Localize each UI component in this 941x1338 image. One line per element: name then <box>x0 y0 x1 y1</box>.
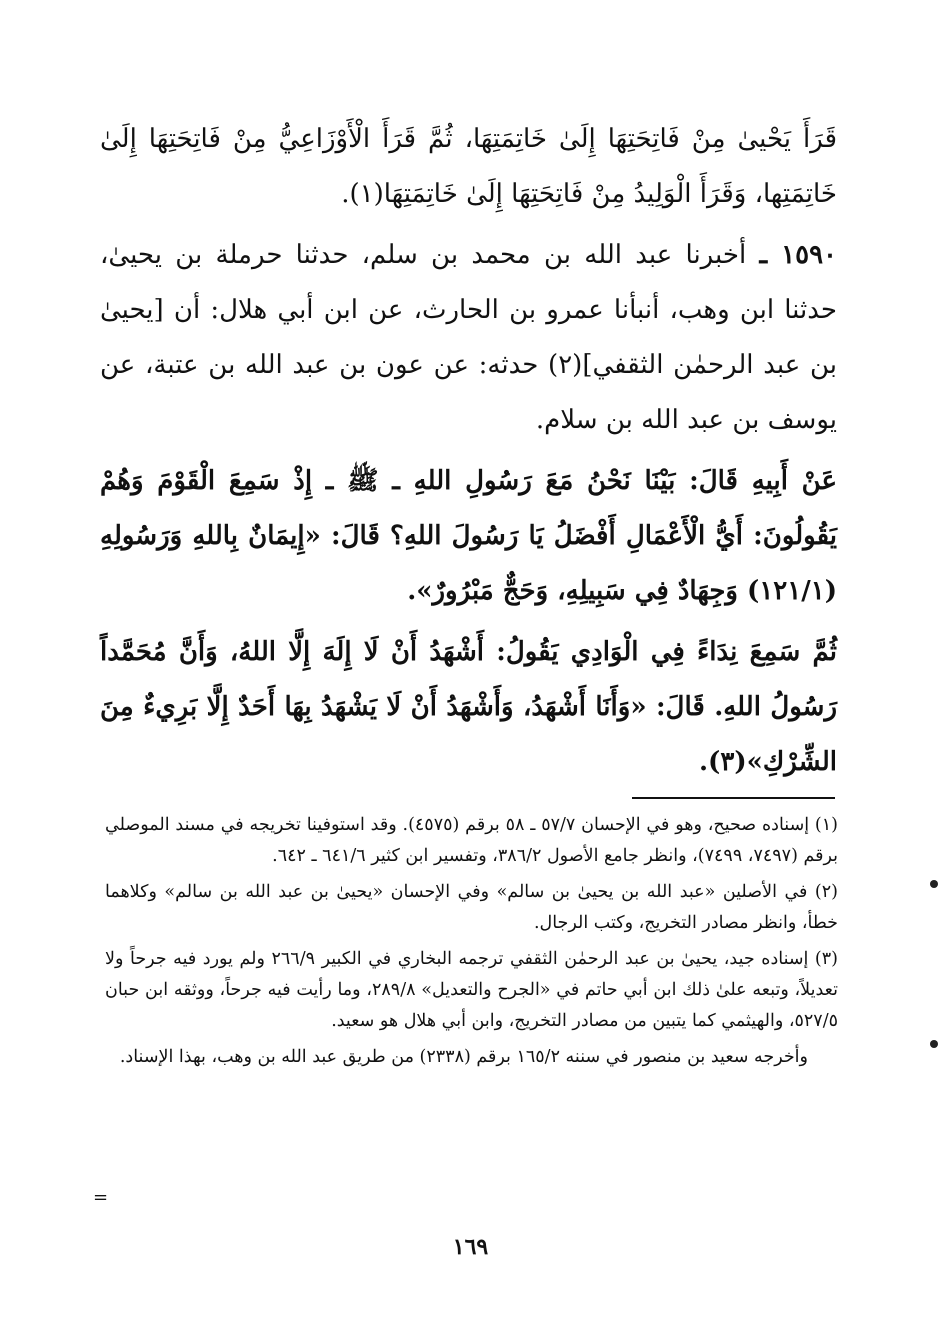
footnote-3: (٣) إسناده جيد، يحيىٰ بن عبد الرحمٰن الثقفي ترجمه البخاري في الكبير ٢٦٦/٩ ولم يورد فيه جرحاً ولا تعديلاً، وتبعه علىٰ ذلك ابن أبي حاتم في «الجرح والتعديل» ٢٨٩/٨، وما رأيت فيه جرحاً، ووثقه ابن حبان ٥٢٧/٥، والهيثمي كما يتبين من مصادر التخريج، وابن أبي هلال هو سعيد. <box>105 949 838 1031</box>
main-text <box>100 112 837 790</box>
footnotes <box>105 810 838 1078</box>
paragraph-matn-2: ثُمَّ سَمِعَ نِدَاءً فِي الْوَادِي يَقُولُ: أَشْهَدُ أَنْ لَا إِلَهَ إِلَّا اللهُ، وَأَنَّ مُحَمَّداً رَسُولُ اللهِ. قَالَ: «وَأَنَا أَشْهَدُ، وَأَشْهَدُ أَنْ لَا يَشْهَدُ بِهَا أَحَدٌ إِلَّا بَرِيءٌ مِنَ الشِّرْكِ»(٣). <box>100 637 837 777</box>
paragraph-isnad <box>100 228 837 448</box>
paragraph-recitation: قَرَأَ يَحْيىٰ مِنْ فَاتِحَتِهَا إِلَىٰ خَاتِمَتِهَا، ثُمَّ قَرَأَ الْأَوْزَاعِيُّ مِنْ فَاتِحَتِهَا إِلَىٰ خَاتِمَتِها، وَقَرَأَ الْوَلِيدُ مِنْ فَاتِحَتِهَا إِلَىٰ خَاتِمَتِهَا(١). <box>100 124 837 209</box>
page-number: ١٦٩ <box>452 1234 489 1260</box>
isnad-text: أخبرنا عبد الله بن محمد بن سلم، حدثنا حرملة بن يحيىٰ، حدثنا ابن وهب، أنبأنا عمرو بن الحارث، عن ابن أبي هلال: أن [يحيىٰ بن عبد الرحمٰن الثقفي](٢) حدثه: عن عون بن عبد الله بن عتبة، عن يوسف بن عبد الله بن سلام. <box>100 240 837 435</box>
margin-dot-icon <box>930 1040 938 1048</box>
margin-mark-icon: = <box>93 1187 109 1208</box>
paragraph-matn-1: عَنْ أَبِيهِ قَالَ: بَيْنَا نَحْنُ مَعَ رَسُولِ اللهِ ـ ﷺ ـ إِذْ سَمِعَ الْقَوْمَ وَهُمْ يَقُولُونَ: أَيُّ الْأَعْمَالِ أَفْضَلُ يَا رَسُولَ اللهِ؟ قَالَ: «إِيمَانٌ بِاللهِ وَرَسُولِهِ (١٢١/١) وَجِهَادٌ فِي سَبِيلِهِ، وَحَجٌّ مَبْرُورٌ». <box>100 466 837 606</box>
footnote-2: (٢) في الأصلين «عبد الله بن يحيىٰ بن سالم» وفي الإحسان «يحيىٰ بن عبد الله بن سالم» وكلاهما خطأ، وانظر مصادر التخريج، وكتب الرجال. <box>105 882 838 933</box>
footnote-3-continuation: وأخرجه سعيد بن منصور في سننه ١٦٥/٢ برقم (٢٣٣٨) من طريق عبد الله بن وهب، بهذا الإسناد. <box>119 1047 808 1067</box>
margin-dot-icon <box>930 880 938 888</box>
footnote-1: (١) إسناده صحيح، وهو في الإحسان ٥٧/٧ ـ ٥٨ برقم (٤٥٧٥). وقد استوفينا تخريجه في مسند الموصلي برقم (٧٤٩٧، ٧٤٩٩)، وانظر جامع الأصول ٣٨٦/٢، وتفسير ابن كثير ٦٤١/٦ ـ ٦٤٢. <box>105 815 838 866</box>
footnote-separator <box>632 797 835 799</box>
hadith-number: ١٥٩٠ ـ <box>759 240 838 270</box>
